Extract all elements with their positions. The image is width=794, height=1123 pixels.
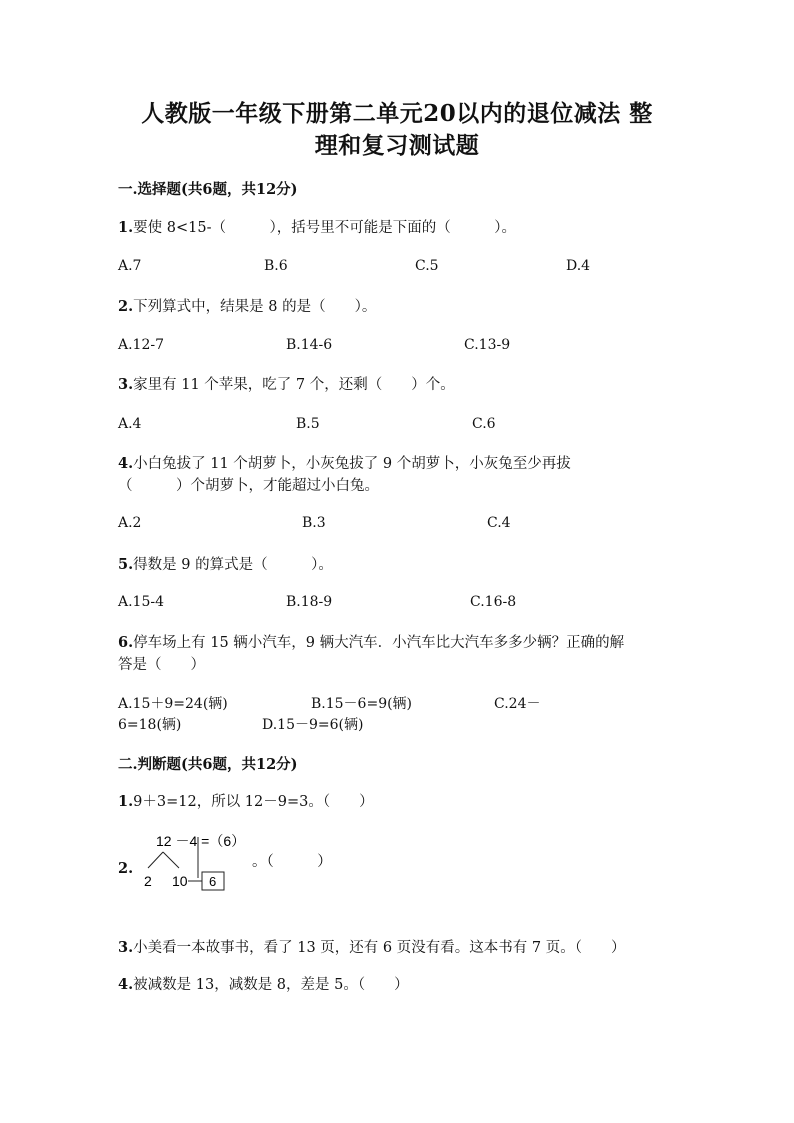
judgement-3 [118,936,625,960]
diagram-equation: 12 －4 =（6） [156,833,246,849]
judgement-1 [118,790,374,814]
option-c: C.4 [487,515,511,531]
question-text-line-1: 停车场上有 15 辆小汽车，9 辆大汽车．小汽车比大汽车多多少辆？正确的解 [133,635,625,651]
question-4-line-2: （ ）个胡萝卜，才能超过小白兔。 [118,478,379,494]
option-c: C.13-9 [464,337,511,353]
option-c-continued: 6=18(辆) [118,717,182,733]
diagram-left-number: 2 [144,873,152,889]
option-b: B.18-9 [286,594,333,610]
diagram-mid-number: 10 [172,873,188,889]
question-number: 4. [118,976,134,993]
option-d: D.4 [566,258,591,274]
question-text: 被减数是 13，减数是 8，差是 5。（ ） [133,977,409,993]
answer-box-value: 6 [209,874,217,889]
question-text: 得数是 9 的算式是（ ）。 [133,557,333,573]
option-a: A.15＋9=24(辆) [118,696,228,712]
page-title [110,98,684,162]
option-a: A.15-4 [118,594,165,610]
option-a: A.7 [118,258,142,274]
question-text-line-1: 小白兔拔了 11 个胡萝卜，小灰兔拔了 9 个胡萝卜，小灰兔至少再拔 [133,456,571,472]
judgement-2-suffix: 。（ ） [252,854,332,870]
option-b: B.6 [264,258,288,274]
diagram-svg [118,830,358,892]
question-number: 1. [118,219,134,236]
question-text: 要使 8<15-（ ），括号里不可能是下面的（ ）。 [133,220,516,236]
question-text: 小美看一本故事书，看了 13 页，还有 6 页没有看。这本书有 7 页。（ ） [133,940,626,956]
option-a: A.2 [118,515,142,531]
option-a: A.4 [118,416,142,432]
section-heading-choice: 一.选择题(共6题，共12分) [118,181,298,198]
option-c: C.24－ [494,696,541,712]
option-c: C.5 [415,258,439,274]
question-text: 下列算式中，结果是 8 的是（ ）。 [133,299,377,315]
question-number: 3. [118,376,134,393]
question-text: 家里有 11 个苹果，吃了 7 个，还剩（ ）个。 [133,377,455,393]
question-number: 2. [118,860,134,877]
option-b: B.15－6=9(辆) [311,696,413,712]
split-line-left [148,852,163,868]
question-2 [118,295,376,319]
question-6-line-2: 答是（ ） [118,657,205,673]
question-3 [118,373,455,397]
split-line-right [163,852,179,868]
question-number: 4. [118,455,134,472]
option-b: B.14-6 [286,337,333,353]
subtraction-diagram [118,830,358,892]
question-number: 3. [118,939,134,956]
question-number: 6. [118,634,134,651]
option-c: C.16-8 [470,594,517,610]
question-number: 1. [118,793,134,810]
option-a: A.12-7 [118,337,165,353]
option-d: D.15－9=6(辆) [262,717,364,733]
option-b: B.5 [296,416,320,432]
judgement-4 [118,973,409,997]
question-5 [118,553,333,577]
question-6 [118,631,624,655]
title-line-1: 人教版一年级下册第二单元20以内的退位减法 整 [141,100,653,127]
question-4 [118,452,571,476]
question-1 [118,216,516,240]
question-text: 9＋3=12，所以 12－9=3。（ ） [133,794,374,810]
question-number: 5. [118,556,134,573]
section-heading-judgement: 二.判断题(共6题，共12分) [118,756,298,773]
title-line-2: 理和复习测试题 [314,132,480,159]
question-number: 2. [118,298,134,315]
option-c: C.6 [472,416,496,432]
option-b: B.3 [302,515,326,531]
